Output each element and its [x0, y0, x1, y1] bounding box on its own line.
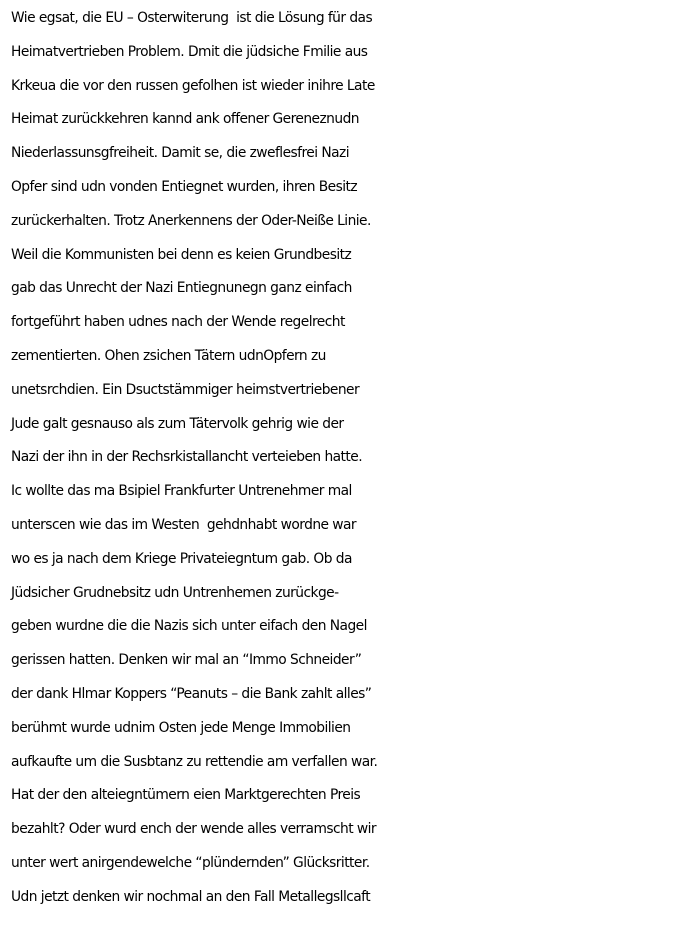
text-line: Heimatvertrieben Problem. Dmit die jüdsiche Fmilie aus [11, 43, 368, 60]
text-line: unterscen wie das im Westen gehdnhabt wordne war [11, 516, 357, 533]
text-line: Opfer sind udn vonden Entiegnet wurden, ihren Besitz [11, 178, 358, 195]
text-line: Krkeua die vor den russen gefolhen ist wieder inihre Late [11, 77, 375, 94]
text-line: Heimat zurückkehren kannd ank offener Gereneznudn [11, 111, 359, 128]
text-line: Niederlassunsgfreiheit. Damit se, die zweflesfrei Nazi [11, 145, 349, 162]
text-line: Udn jetzt denken wir nochmal an den Fall Metallegsllcaft [11, 888, 371, 905]
text-line: gab das Unrecht der Nazi Entiegnunegn ganz einfach [11, 280, 352, 297]
text-line: aufkaufte um die Susbtanz zu rettendie am verfallen war. [11, 753, 378, 770]
text-line: unetsrchdien. Ein Dsuctstämmiger heimstvertriebener [11, 381, 360, 398]
text-line: gerissen hatten. Denken wir mal an “Immo Schneider” [11, 652, 362, 669]
text-line: geben wurdne die die Nazis sich unter eifach den Nagel [11, 618, 367, 635]
text-line: Ic wollte das ma Bsipiel Frankfurter Untrenehmer mal [11, 483, 352, 500]
text-line: wo es ja nach dem Kriege Privateiegntum gab. Ob da [11, 550, 352, 567]
text-line: Hat der den alteiegntümern eien Marktgerechten Preis [11, 787, 361, 804]
text-line: Wie egsat, die EU – Osterwiterung ist die Lösung für das [11, 10, 373, 26]
text-line: unter wert anirgendewelche “plündernden” Glücksritter. [11, 854, 370, 871]
text-line: bezahlt? Oder wurd ench der wende alles verramscht wir [11, 821, 377, 838]
text-line: zurückerhalten. Trotz Anerkennens der Oder-Neiße Linie. [11, 212, 371, 229]
text-line: Jüdsicher Grudnebsitz udn Untrenhemen zurückge- [11, 584, 339, 601]
text-line: zementierten. Ohen zsichen Tätern udnOpfern zu [11, 347, 326, 364]
text-line: fortgeführt haben udnes nach der Wende regelrecht [11, 314, 345, 331]
text-line: Nazi der ihn in der Rechsrkistallancht verteieben hatte. [11, 449, 363, 466]
text-line: Jude galt gesnauso als zum Tätervolk gehrig wie der [11, 415, 344, 432]
text-line: Weil die Kommunisten bei denn es keien Grundbesitz [11, 246, 352, 263]
body-text [11, 2, 683, 915]
text-line: berühmt wurde udnim Osten jede Menge Immobilien [11, 719, 351, 736]
text-line: der dank Hlmar Koppers “Peanuts – die Bank zahlt alles” [11, 685, 372, 702]
